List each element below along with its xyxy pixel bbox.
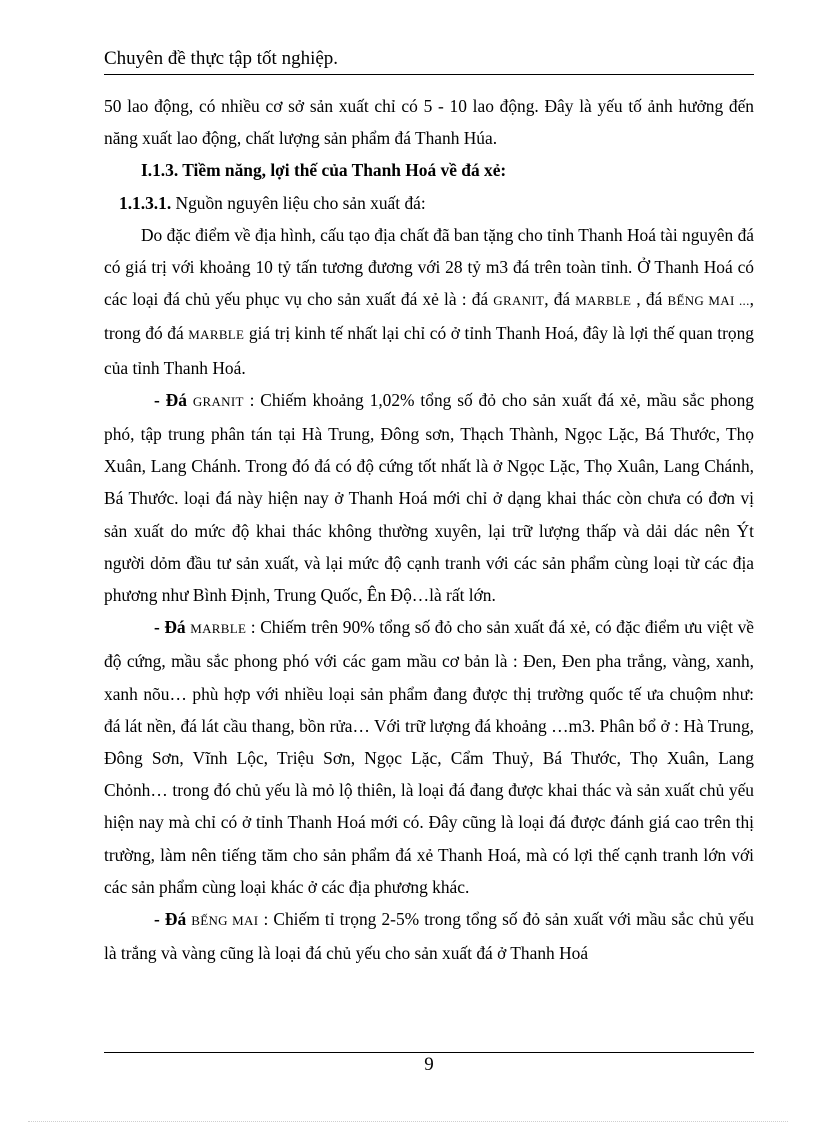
paragraph-granit xyxy=(104,384,754,611)
stone-name-granit: GRANIT xyxy=(192,393,244,409)
text-run: giá trị kinh tế nhất lại chỉ có ở tỉnh Thanh Hoá, đây là lợi thế quan trọng của tỉnh Thanh Hoá. xyxy=(104,323,755,378)
stone-name-marble: MARBLE xyxy=(575,293,632,309)
subsection-number: 1.1.3.1. xyxy=(119,192,172,213)
paragraph-labor: 50 lao động, có nhiều cơ sở sản xuất chỉ có 5 - 10 lao động. Đây là yếu tố ảnh hưởng đến năng xuất lao động, chất lượng sản phẩm đá Thanh Húa. xyxy=(104,96,754,149)
page-header: Chuyên đề thực tập tốt nghiệp. xyxy=(104,48,339,69)
text-run: , trong đó đá xyxy=(104,289,754,344)
paragraph-marble xyxy=(104,611,754,903)
subsection-heading xyxy=(104,187,754,219)
text-run: : Chiếm tỉ trọng 2-5% trong tổng số đỏ sản xuất với mầu sắc chủ yếu là trắng và vàng cũng là loại đá chủ yếu cho sản xuất đá ở Thanh Hoá xyxy=(104,909,754,964)
bullet-lead: - Đá xyxy=(154,617,191,638)
stone-name-granit: GRANIT xyxy=(493,293,545,309)
text-run: , đá xyxy=(544,289,576,310)
stone-name-beng-mai: BẾNG MAI ... xyxy=(667,293,750,309)
subsection-title: Nguồn nguyên liệu cho sản xuất đá: xyxy=(171,192,426,213)
text-run: , đá xyxy=(631,289,668,310)
stone-name-marble: MARBLE xyxy=(188,327,245,343)
text-run: Do đặc điểm về địa hình, cấu tạo địa chất đã ban tặng cho tỉnh Thanh Hoá tài nguyên đá có giá trị với khoảng 10 tỷ tấn tương đương với 28 tỷ m3 đá trên toàn tỉnh. Ở Thanh Hoá có các loại đá chủ yếu phục vụ cho sản xuất đá xẻ là : đá xyxy=(104,224,754,310)
page-number: 9 xyxy=(424,1054,434,1075)
paragraph-beng-mai xyxy=(104,903,754,969)
header-rule xyxy=(104,74,754,75)
text-run: : Chiếm trên 90% tổng số đỏ cho sản xuất đá xẻ, có đặc điểm ưu việt về độ cứng, mầu sắc phong phó với các gam mầu cơ bản là : Đen, Đen pha trắng, vàng, xanh, xanh nõu… phù hợp với nhiều loại sản phẩm đang được thị trường quốc tế ưa chuộm như: đá lát nền, đá lát cầu thang, bồn rửa… Với trữ lượng đá khoảng …m3. Phân bổ ở : Hà Trung, Đông Sơn, Vĩnh Lộc, Triệu Sơn, Ngọc Lặc, Cẩm Thuỷ, Bá Thước, Thọ Xuân, Lang Chỏnh… trong đó chủ yếu là mỏ lộ thiên, là loại đá đang được khai thác và sản xuất chủ yếu hiện nay mà chỉ có ở tỉnh Thanh Hoá mới có. Đây cũng là loại đá được đánh giá cao trên thị trường, làm nên tiếng tăm cho sản phẩm đá xẻ Thanh Hoá, mà có lợi thế cạnh tranh lớn với các sản phẩm cùng loại khác ở các địa phương khác. xyxy=(104,617,754,897)
text-run: : Chiếm khoảng 1,02% tổng số đỏ cho sản xuất đá xẻ, mầu sắc phong phó, tập trung phân tán tại Hà Trung, Đông sơn, Thạch Thành, Ngọc Lặc, Bá Thước, Thọ Xuân, Lang Chánh. Trong đó đá có độ cứng tốt nhất là ở Ngọc Lặc, Thọ Xuân, Lang Chánh, Bá Thước. loại đá này hiện nay ở Thanh Hoá mới chỉ ở dạng khai thác còn chưa có đơn vị sản xuất do mức độ khai thác không thường xuyên, lại trữ lượng thấp và dải dác nên Ýt người dỏm đầu tư sản xuất, và lại mức độ cạnh tranh với các sản phẩm cùng loại từ các địa phương như Bình Định, Trung Quốc, Ên Độ…là rất lớn. xyxy=(104,389,754,606)
bullet-lead: - Đá xyxy=(154,389,193,410)
paragraph-resources xyxy=(104,219,754,384)
page-edge-divider xyxy=(28,1121,788,1122)
bullet-lead: - Đá xyxy=(154,909,192,930)
stone-name-marble: MARBLE xyxy=(190,621,247,637)
stone-name-beng-mai: BẾNG MAI xyxy=(191,913,259,929)
section-heading-text: I.1.3. Tiềm năng, lợi thế của Thanh Hoá về đá xẻ: xyxy=(141,160,507,181)
document-body xyxy=(104,90,754,969)
section-heading xyxy=(104,154,754,186)
